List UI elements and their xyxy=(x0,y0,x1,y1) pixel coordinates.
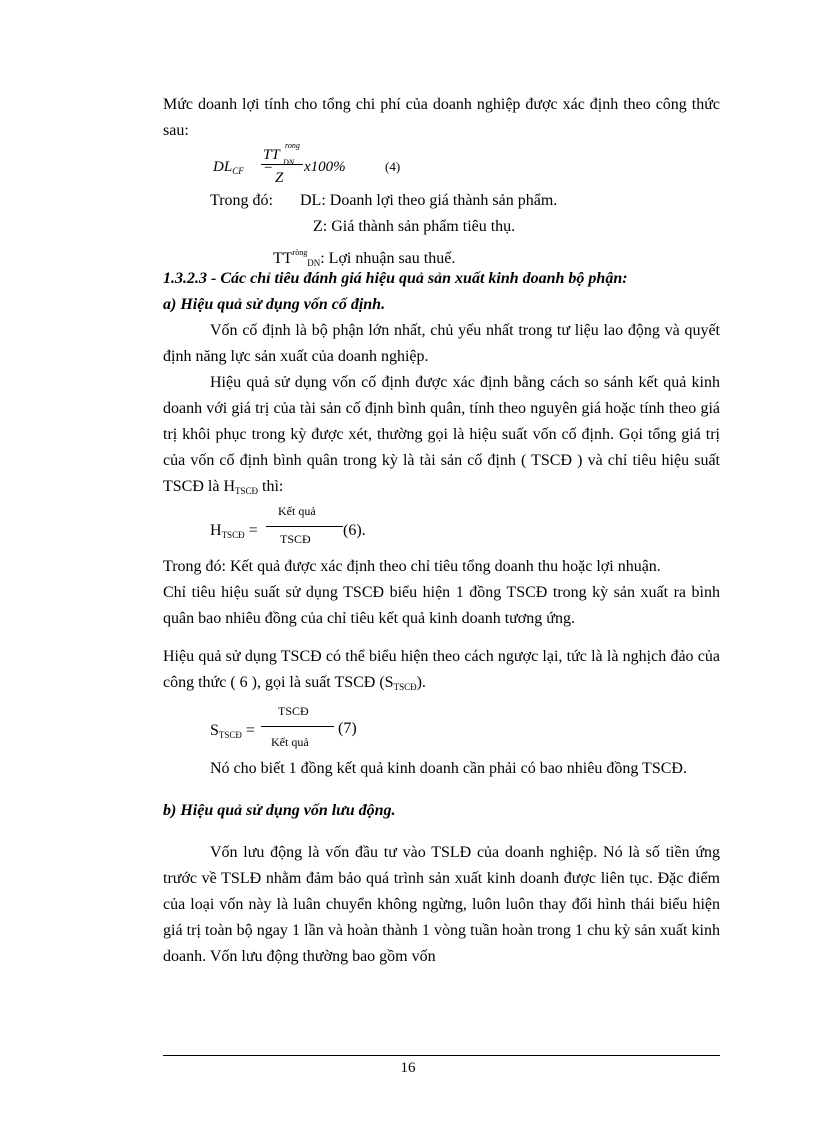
where-4-line-1: Trong đó: DL: Doanh lợi theo giá thành sản phẩm. xyxy=(163,188,720,214)
formula-4-lhs: $DL_{CF}$ xyxy=(213,159,244,176)
formula-4-numerator: TT rong DN xyxy=(263,141,300,167)
formula-7-numerator: TSCĐ xyxy=(278,704,309,718)
footer-rule xyxy=(163,1055,720,1056)
paragraph-a4: Chỉ tiêu hiệu suất sử dụng TSCĐ biểu hiện 1 đồng TSCĐ trong kỳ sản xuất ra bình quân bao nhiêu đồng của chỉ tiêu kết quả kinh doanh tương ứng. xyxy=(163,584,720,627)
where-4-line-2: Z: Giá thành sản phẩm tiêu thụ. xyxy=(313,218,516,235)
formula-4-number: (4) xyxy=(385,159,401,174)
formula-4: $DL_{CF}$ = TT rong DN Z x100% (4) xyxy=(163,144,720,188)
formula-4-denominator: Z xyxy=(275,170,284,186)
formula-7-denominator: Kết quả xyxy=(271,735,309,749)
section-heading-b: b) Hiệu quả sử dụng vốn lưu động. xyxy=(163,802,396,819)
formula-6: HTSCĐ = Kết quả TSCĐ (6). xyxy=(163,504,720,554)
where-label: Trong đó: xyxy=(210,192,273,209)
paragraph-a5: Hiệu quả sử dụng TSCĐ có thể biểu hiện theo cách ngược lại, tức là là nghịch đảo của công thức ( 6 ), gọi là suất TSCĐ (STSCĐ). xyxy=(163,648,720,692)
page-number: 16 xyxy=(400,1060,416,1076)
paragraph-b1: Vốn lưu động là vốn đầu tư vào TSLĐ của doanh nghiệp. Nó là số tiền ứng trước về TSLĐ nhằm đảm bảo quá trình sản xuất kinh doanh được liên tục. Đặc điểm của loại vốn này là luân chuyển không ngừng, luôn luôn thay đổi hình thái biểu hiện giá trị toàn bộ ngay 1 lần và hoàn thành 1 vòng tuần hoàn trong 1 chu kỳ sản xuất kinh doanh. Vốn lưu động thường bao gồm vốn xyxy=(163,844,720,965)
formula-7-number: (7) xyxy=(338,720,357,737)
formula-6-denominator: TSCĐ xyxy=(280,532,311,546)
formula-6-numerator: Kết quả xyxy=(278,504,316,518)
intro-paragraph: Mức doanh lợi tính cho tổng chi phí của doanh nghiệp được xác định theo công thức sau: xyxy=(163,96,720,139)
formula-4-tail: x100% xyxy=(304,159,346,175)
paragraph-a2: Hiệu quả sử dụng vốn cố định được xác định bằng cách so sánh kết quả kinh doanh với giá trị của tài sản cố định bình quân, tính theo nguyên giá hoặc tính theo giá trị khôi phục trong kỳ được xét, thường gọi là hiệu suất vốn cố định. Gọi tổng giá trị của vốn cố định bình quân trong kỳ là tài sản cố định ( TSCĐ ) và chỉ tiêu hiệu suất TSCĐ là HTSCĐ thì: xyxy=(163,374,720,496)
paragraph-a3: Trong đó: Kết quả được xác định theo chỉ tiêu tổng doanh thu hoặc lợi nhuận. xyxy=(163,558,661,575)
where-4-line-3: $TT^{ròng}_{DN}$: Lợi nhuận sau thuế. xyxy=(273,248,456,268)
formula-7: STSCĐ = TSCĐ Kết quả (7) xyxy=(163,700,720,756)
formula-6-number: (6). xyxy=(343,522,366,539)
fraction-bar xyxy=(261,726,334,727)
paragraph-a6: Nó cho biết 1 đồng kết quả kinh doanh cần phải có bao nhiêu đồng TSCĐ. xyxy=(210,760,687,777)
page-content xyxy=(163,92,720,970)
paragraph-a1: Vốn cố định là bộ phận lớn nhất, chủ yếu nhất trong tư liệu lao động và quyết định năng lực sản xuất của doanh nghiệp. xyxy=(163,322,720,365)
section-heading-1323: 1.3.2.3 - Các chỉ tiêu đánh giá hiệu quả sản xuất kinh doanh bộ phận: xyxy=(163,270,628,287)
section-heading-a: a) Hiệu quả sử dụng vốn cố định. xyxy=(163,296,386,313)
